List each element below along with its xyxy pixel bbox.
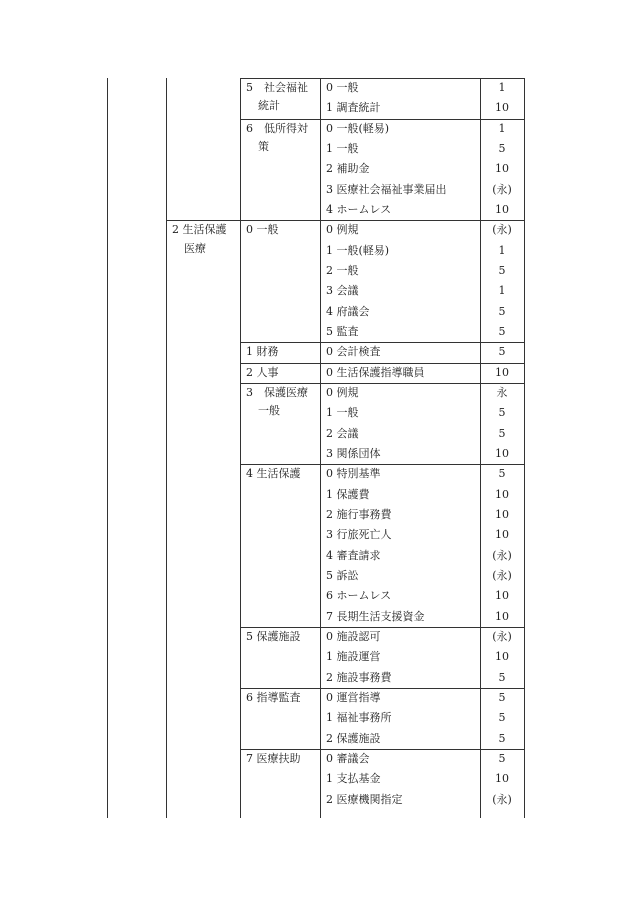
retention-period: 10 xyxy=(495,772,509,786)
item-label: 1 支払基金 xyxy=(326,772,381,786)
retention-period: 10 xyxy=(495,650,509,664)
retention-period: 5 xyxy=(498,426,506,440)
retention-period: 5 xyxy=(498,690,506,704)
retention-period: 10 xyxy=(495,507,509,521)
item-label: 0 一般(軽易) xyxy=(326,121,390,135)
category-divider xyxy=(240,383,524,384)
retention-period: (永) xyxy=(492,223,512,237)
category-divider xyxy=(240,342,524,343)
category-label: 6 低所得対 xyxy=(246,121,308,135)
category-divider xyxy=(240,688,524,689)
retention-period: 5 xyxy=(498,467,506,481)
retention-period: 5 xyxy=(498,406,506,420)
item-label: 6 ホームレス xyxy=(326,589,392,603)
item-label: 0 例規 xyxy=(326,385,359,399)
col-line-4 xyxy=(320,78,321,818)
col-line-6 xyxy=(524,78,525,818)
item-label: 0 施設認可 xyxy=(326,629,381,643)
item-label: 3 関係団体 xyxy=(326,446,381,460)
retention-period: 5 xyxy=(498,324,506,338)
item-label: 1 調査統計 xyxy=(326,101,381,115)
retention-period: 1 xyxy=(498,284,506,298)
item-label: 2 施設事務費 xyxy=(326,670,392,684)
retention-period: 1 xyxy=(498,121,506,135)
item-label: 1 一般(軽易) xyxy=(326,243,390,257)
retention-period: 10 xyxy=(495,365,509,379)
category-divider xyxy=(240,363,524,364)
item-label: 1 施設運営 xyxy=(326,650,381,664)
col-line-2 xyxy=(166,78,167,818)
item-label: 0 例規 xyxy=(326,223,359,237)
item-label: 3 会議 xyxy=(326,284,359,298)
retention-period: 1 xyxy=(498,81,506,94)
item-label: 0 会計検査 xyxy=(326,345,381,359)
category-label: 2 人事 xyxy=(246,365,279,379)
category-divider xyxy=(240,464,524,465)
item-label: 1 一般 xyxy=(326,406,359,420)
item-label: 1 一般 xyxy=(326,141,359,155)
retention-period: 5 xyxy=(498,711,506,725)
item-label: 3 行旅死亡人 xyxy=(326,528,392,542)
retention-period: 10 xyxy=(495,487,509,501)
retention-period: 5 xyxy=(498,141,506,155)
item-label: 2 施行事務費 xyxy=(326,507,392,521)
col-line-3 xyxy=(240,78,241,818)
retention-period: (永) xyxy=(492,629,512,643)
item-label: 2 一般 xyxy=(326,263,359,277)
retention-period: 10 xyxy=(495,101,509,115)
section-label: 2 生活保護 xyxy=(172,223,227,237)
retention-period: 10 xyxy=(495,162,509,176)
item-label: 1 福祉事務所 xyxy=(326,711,392,725)
item-label: 0 一般 xyxy=(326,81,359,94)
section-label-cont: 医療 xyxy=(184,241,206,255)
retention-period: 永 xyxy=(496,385,508,399)
retention-period: 5 xyxy=(498,751,506,765)
item-label: 5 監査 xyxy=(326,324,359,338)
item-label: 4 審査請求 xyxy=(326,548,381,562)
category-label: 5 保護施設 xyxy=(246,629,301,643)
item-label: 2 会議 xyxy=(326,426,359,440)
retention-period: 5 xyxy=(498,263,506,277)
category-label-cont: 統計 xyxy=(258,99,280,113)
item-label: 4 ホームレス xyxy=(326,202,392,216)
retention-period: 10 xyxy=(495,589,509,603)
item-label: 2 保護施設 xyxy=(326,731,381,745)
retention-period: (永) xyxy=(492,792,512,806)
retention-period: 10 xyxy=(495,446,509,460)
retention-period: 5 xyxy=(498,670,506,684)
category-divider xyxy=(240,119,524,120)
category-label: 3 保護医療 xyxy=(246,385,308,399)
retention-period: (永) xyxy=(492,182,512,196)
table-top-line xyxy=(240,78,524,79)
retention-period: 5 xyxy=(498,304,506,318)
item-label: 2 補助金 xyxy=(326,162,370,176)
item-label: 4 府議会 xyxy=(326,304,370,318)
category-label: 4 生活保護 xyxy=(246,467,301,481)
category-label: 7 医療扶助 xyxy=(246,751,301,765)
category-divider xyxy=(240,749,524,750)
retention-period: (永) xyxy=(492,548,512,562)
retention-period: 10 xyxy=(495,202,509,216)
retention-period: 5 xyxy=(498,731,506,745)
item-label: 0 生活保護指導職員 xyxy=(326,365,425,379)
category-label: 1 財務 xyxy=(246,345,279,359)
category-label: 6 指導監査 xyxy=(246,690,301,704)
group-divider xyxy=(166,220,524,221)
col-line-1 xyxy=(107,78,108,818)
category-label-cont: 策 xyxy=(258,139,269,153)
item-label: 7 長期生活支援資金 xyxy=(326,609,425,623)
item-label: 5 訴訟 xyxy=(326,568,359,582)
item-label: 0 運営指導 xyxy=(326,690,381,704)
retention-period: 10 xyxy=(495,528,509,542)
category-label: 0 一般 xyxy=(246,223,279,237)
item-label: 0 特別基準 xyxy=(326,467,381,481)
item-label: 1 保護費 xyxy=(326,487,370,501)
category-label-cont: 一般 xyxy=(258,404,280,418)
item-label: 2 医療機関指定 xyxy=(326,792,403,806)
retention-period: (永) xyxy=(492,568,512,582)
retention-period: 10 xyxy=(495,609,509,623)
item-label: 3 医療社会福祉事業届出 xyxy=(326,182,447,196)
item-label: 0 審議会 xyxy=(326,751,370,765)
category-label: 5 社会福祉 xyxy=(246,81,308,94)
category-divider xyxy=(240,627,524,628)
retention-period: 1 xyxy=(498,243,506,257)
retention-period: 5 xyxy=(498,345,506,359)
